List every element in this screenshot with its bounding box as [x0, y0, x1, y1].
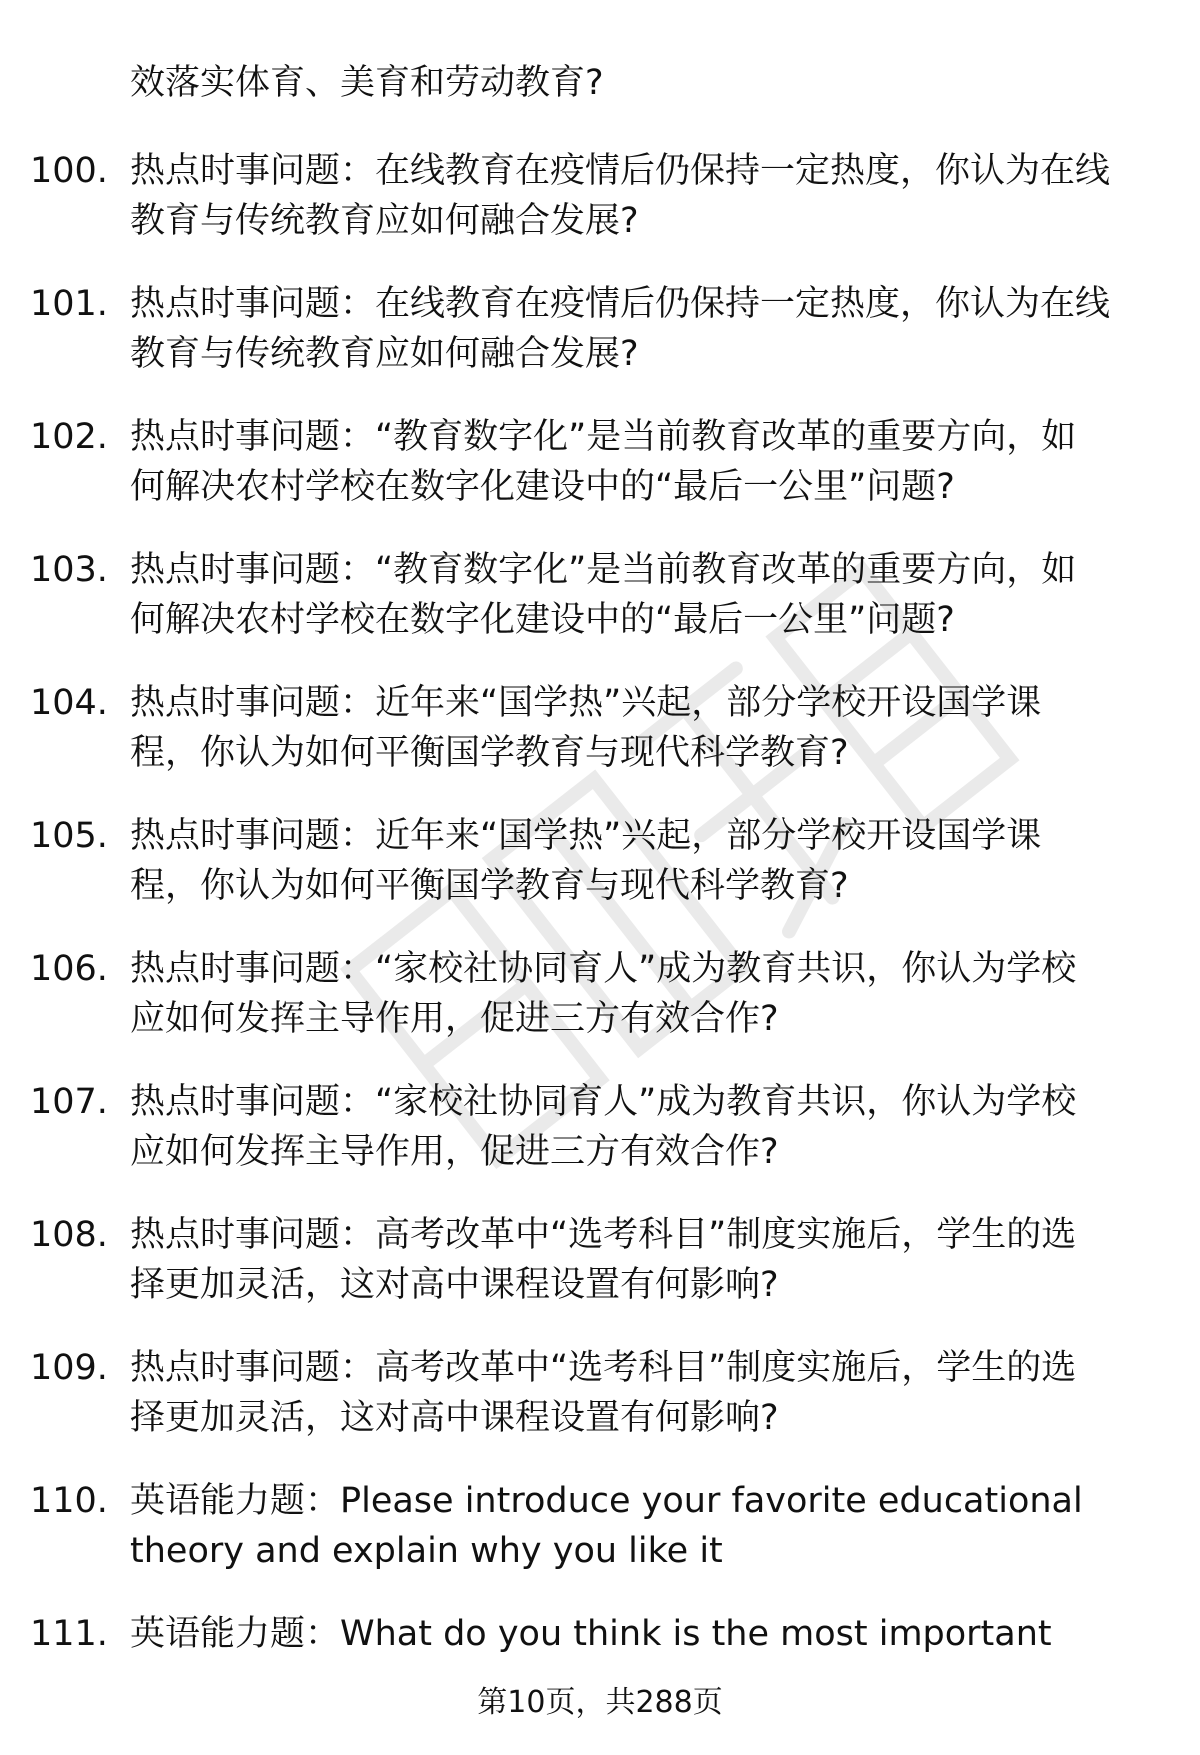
question-number: 110. — [30, 1481, 108, 1521]
question-number: 111. — [30, 1614, 108, 1654]
page-footer: 第10页，共288页 — [477, 1685, 723, 1720]
question-item — [0, 1210, 1200, 1343]
question-text — [130, 944, 1150, 1044]
question-item — [0, 811, 1200, 944]
question-text-line: 择更加灵活，这对高中课程设置有何影响? — [130, 1265, 779, 1305]
question-text-line: 教育与传统教育应如何融合发展? — [130, 334, 639, 374]
question-text-line: 何解决农村学校在数字化建设中的“最后一公里”问题? — [130, 467, 955, 507]
question-text-line: 择更加灵活，这对高中课程设置有何影响? — [130, 1398, 779, 1438]
question-text — [130, 1210, 1150, 1310]
question-number: 106. — [30, 949, 108, 989]
question-number: 102. — [30, 417, 108, 457]
question-item — [0, 412, 1200, 545]
question-text — [130, 1077, 1150, 1177]
question-text — [130, 545, 1150, 645]
question-text-line: 程，你认为如何平衡国学教育与现代科学教育? — [130, 866, 849, 906]
continuation-text: 效落实体育、美育和劳动教育? — [130, 63, 604, 103]
question-item — [0, 944, 1200, 1077]
question-text-line: 何解决农村学校在数字化建设中的“最后一公里”问题? — [130, 600, 955, 640]
question-number: 104. — [30, 683, 108, 723]
question-text-line: 应如何发挥主导作用，促进三方有效合作? — [130, 999, 779, 1039]
question-number: 103. — [30, 550, 108, 590]
question-text — [130, 811, 1150, 911]
question-number: 100. — [30, 151, 108, 191]
question-text-line: 热点时事问题：“教育数字化”是当前教育改革的重要方向，如 — [130, 550, 1077, 590]
question-item — [0, 1476, 1200, 1609]
question-text-line: 热点时事问题：“家校社协同育人”成为教育共识，你认为学校 — [130, 949, 1077, 989]
question-text-line: 热点时事问题：“家校社协同育人”成为教育共识，你认为学校 — [130, 1082, 1077, 1122]
question-text — [130, 1476, 1150, 1576]
question-text-line: 热点时事问题：高考改革中“选考科目”制度实施后，学生的选 — [130, 1215, 1077, 1255]
question-text — [130, 1609, 1150, 1659]
question-text-line: 英语能力题：What do you think is the most important — [130, 1614, 1052, 1654]
question-text-line: 热点时事问题：“教育数字化”是当前教育改革的重要方向，如 — [130, 417, 1077, 457]
question-text-line: 教育与传统教育应如何融合发展? — [130, 201, 639, 241]
question-item — [0, 1077, 1200, 1210]
question-list — [0, 146, 1200, 1742]
question-item — [0, 279, 1200, 412]
question-text — [130, 412, 1150, 512]
question-number: 109. — [30, 1348, 108, 1388]
question-number: 107. — [30, 1082, 108, 1122]
question-text-line: 热点时事问题：高考改革中“选考科目”制度实施后，学生的选 — [130, 1348, 1077, 1388]
question-text-line: 热点时事问题：近年来“国学热”兴起，部分学校开设国学课 — [130, 816, 1042, 856]
question-text-line: 英语能力题：Please introduce your favorite educational — [130, 1481, 1083, 1521]
question-text-line: theory and explain why you like it — [130, 1531, 723, 1571]
question-item — [0, 678, 1200, 811]
question-item — [0, 1343, 1200, 1476]
question-number: 108. — [30, 1215, 108, 1255]
question-number: 105. — [30, 816, 108, 856]
question-text-line: 热点时事问题：在线教育在疫情后仍保持一定热度，你认为在线 — [130, 284, 1111, 324]
question-text-line: 应如何发挥主导作用，促进三方有效合作? — [130, 1132, 779, 1172]
question-text — [130, 146, 1150, 246]
question-text-line: 热点时事问题：在线教育在疫情后仍保持一定热度，你认为在线 — [130, 151, 1111, 191]
question-number: 101. — [30, 284, 108, 324]
question-item — [0, 545, 1200, 678]
question-text — [130, 678, 1150, 778]
question-text-line: 程，你认为如何平衡国学教育与现代科学教育? — [130, 733, 849, 773]
question-text — [130, 1343, 1150, 1443]
question-text — [130, 279, 1150, 379]
question-item — [0, 146, 1200, 279]
question-text-line: 热点时事问题：近年来“国学热”兴起，部分学校开设国学课 — [130, 683, 1042, 723]
